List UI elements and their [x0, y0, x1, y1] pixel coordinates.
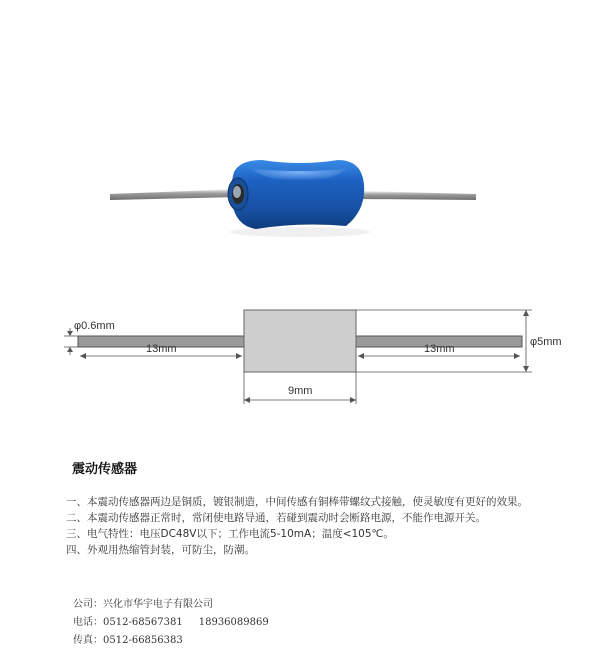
company-info [73, 596, 269, 650]
product-photo [0, 0, 600, 300]
body-diameter-label: φ5mm [530, 336, 562, 348]
product-title: 震动传感器 [72, 462, 138, 477]
spec-item [66, 526, 546, 542]
spec-number: 二、 [66, 512, 87, 524]
fax-row [73, 632, 269, 650]
company-name: 兴化市华宇电子有限公司 [103, 599, 213, 610]
phone-row [73, 614, 269, 632]
company-name-row [73, 596, 269, 614]
fax-label: 传真： [73, 635, 103, 646]
spec-text: 外观用热缩管封装，可防尘，防潮。 [87, 544, 255, 556]
phone-label: 电话： [73, 617, 103, 628]
dimension-drawing [0, 300, 600, 440]
spec-number: 一、 [66, 496, 87, 508]
fax-number: 0512-66856383 [103, 635, 183, 646]
phone-number-1: 0512-68567381 [103, 617, 183, 628]
right-lead [360, 191, 476, 200]
spec-item [66, 494, 546, 510]
body-length-label: 9mm [288, 385, 313, 397]
component-body [244, 310, 356, 372]
lead-diameter-label: φ0.6mm [74, 320, 115, 332]
spec-list [66, 494, 546, 558]
spec-item [66, 510, 546, 526]
spec-number: 四、 [66, 544, 87, 556]
spec-text: 本震动传感器两边是铜质，镀银制造，中间传感有铜棒带螺纹式接触，使灵敏度有更好的效果。 [87, 496, 528, 508]
spec-item [66, 542, 546, 558]
phone-number-2: 18936089869 [198, 617, 269, 628]
right-lead-length-label: 13mm [424, 343, 455, 355]
left-lead-length-label: 13mm [146, 343, 177, 355]
company-name-label: 公司： [73, 599, 103, 610]
spec-number: 三、 [66, 528, 87, 540]
spec-text: 本震动传感器正常时，常闭使电路导通，若碰到震动时会断路电源，不能作电源开关。 [87, 512, 486, 524]
spec-text: 电气特性：电压DC48V以下；工作电流5-10mA；温度<105℃。 [87, 528, 394, 540]
left-lead [110, 189, 240, 200]
